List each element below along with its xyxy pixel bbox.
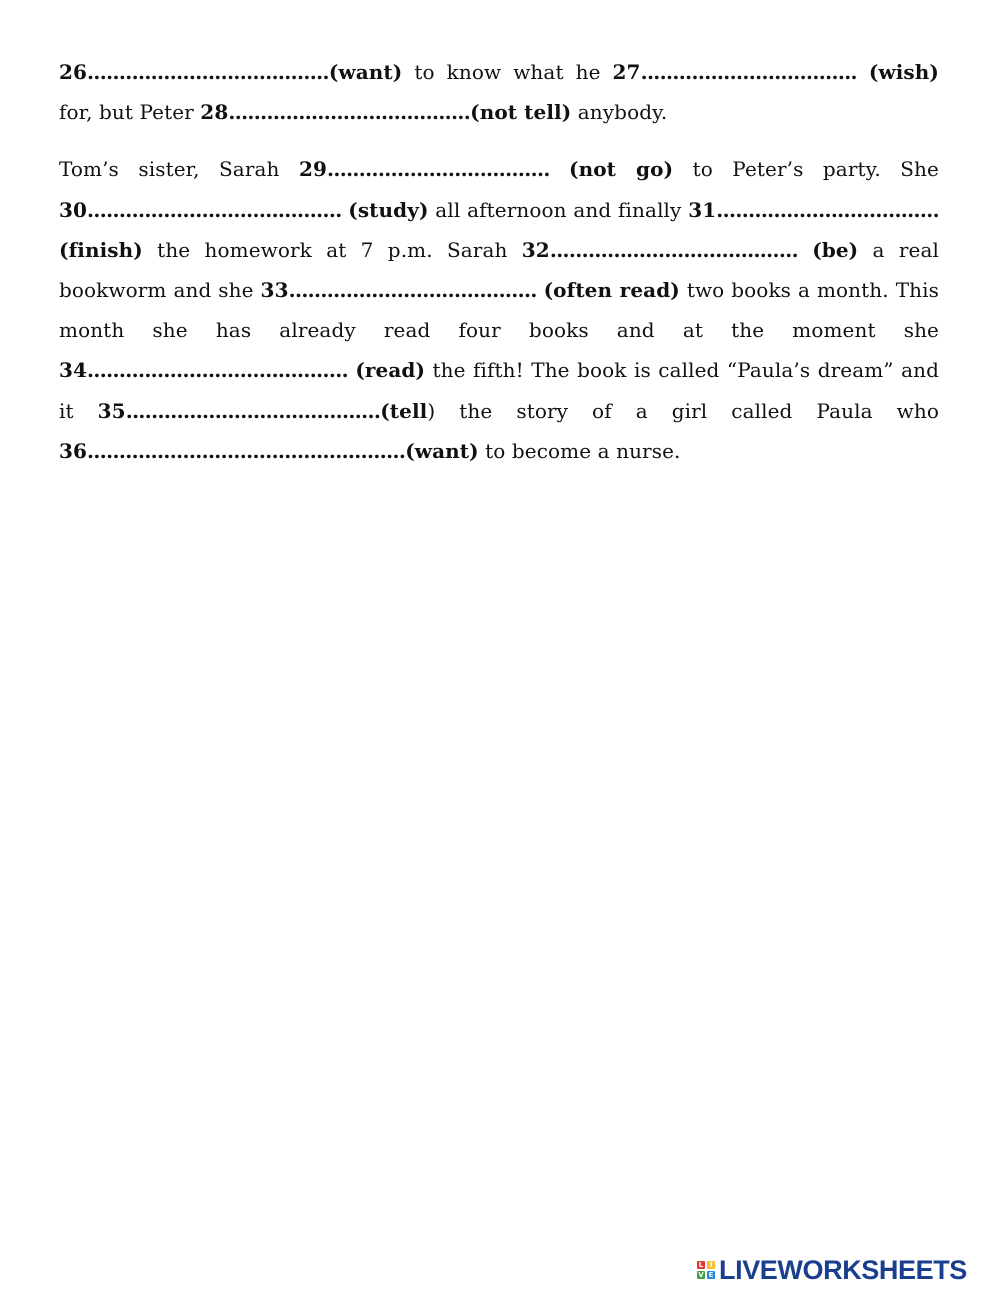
- logo-cube-cell: V: [698, 1271, 704, 1279]
- answer-blank-30[interactable]: ........................................: [87, 197, 349, 222]
- question-number: 33: [260, 278, 289, 303]
- verb-hint: (tell: [380, 398, 428, 423]
- verb-hint: (want): [405, 438, 479, 463]
- question-number: 35: [97, 398, 126, 423]
- passage-text: the homework at 7 p.m. Sarah: [142, 237, 522, 262]
- answer-blank-28[interactable]: ......................................: [228, 100, 471, 125]
- passage-text: anybody.: [571, 100, 668, 125]
- passage-text: all afternoon and finally: [428, 197, 689, 222]
- passage-text: to become a nurse.: [478, 438, 681, 463]
- verb-hint: (read): [355, 358, 426, 383]
- passage-text: for, but Peter: [59, 100, 201, 125]
- passage-text: the story of a girl called Paula who: [435, 398, 940, 423]
- passage-text: to know what he: [402, 60, 613, 84]
- logo-cube-cell: I: [707, 1261, 715, 1269]
- logo-cube-cell: E: [708, 1271, 714, 1279]
- answer-blank-35[interactable]: ........................................: [125, 398, 381, 423]
- question-number: 30: [59, 197, 88, 222]
- verb-hint: (often read): [543, 278, 680, 303]
- passage-text: to Peter’s party. She: [673, 157, 939, 182]
- passage-text: the fifth! The book is called “Paula’s dream” and it: [59, 358, 939, 423]
- question-number: 32: [521, 237, 550, 262]
- answer-blank-32[interactable]: .......................................: [549, 237, 813, 262]
- answer-blank-31[interactable]: ...................................: [716, 197, 939, 222]
- question-number: 29: [298, 157, 327, 182]
- verb-hint: (not tell): [470, 100, 572, 125]
- passage-text: two books a month. This month she has already read four books and at the moment she: [59, 278, 939, 343]
- logo-wordmark: LIVEWORKSHEETS: [719, 1254, 967, 1285]
- verb-hint: (be): [812, 237, 859, 262]
- answer-blank-34[interactable]: .........................................: [87, 358, 356, 383]
- question-number: 36: [59, 438, 88, 463]
- verb-hint: (study): [348, 197, 429, 222]
- verb-hint: (want): [328, 60, 403, 84]
- logo-cube-cell: L: [698, 1261, 704, 1269]
- liveworksheets-logo: [697, 1254, 967, 1286]
- answer-blank-26[interactable]: ......................................: [87, 60, 329, 84]
- worksheet-content: [59, 52, 939, 471]
- question-number: 26: [59, 60, 88, 84]
- paragraph-2: [59, 149, 939, 471]
- question-number: 34: [59, 358, 88, 383]
- passage-text: Tom’s sister, Sarah: [59, 157, 299, 182]
- answer-blank-36[interactable]: ..................................................: [87, 438, 406, 463]
- question-number: 27: [612, 60, 641, 84]
- question-number: 31: [688, 197, 717, 222]
- verb-hint: (wish): [868, 60, 939, 84]
- answer-blank-29[interactable]: ...................................: [326, 157, 570, 182]
- verb-hint-close: ): [427, 398, 436, 423]
- logo-cube-icon: [697, 1261, 715, 1279]
- paragraph-1: [59, 52, 939, 132]
- verb-hint: (finish): [59, 237, 143, 262]
- question-number: 28: [200, 100, 229, 125]
- answer-blank-27[interactable]: ..................................: [640, 60, 869, 84]
- verb-hint: (not go): [569, 157, 674, 182]
- passage-text: a real bookworm and she: [59, 237, 939, 303]
- answer-blank-33[interactable]: .......................................: [288, 278, 544, 303]
